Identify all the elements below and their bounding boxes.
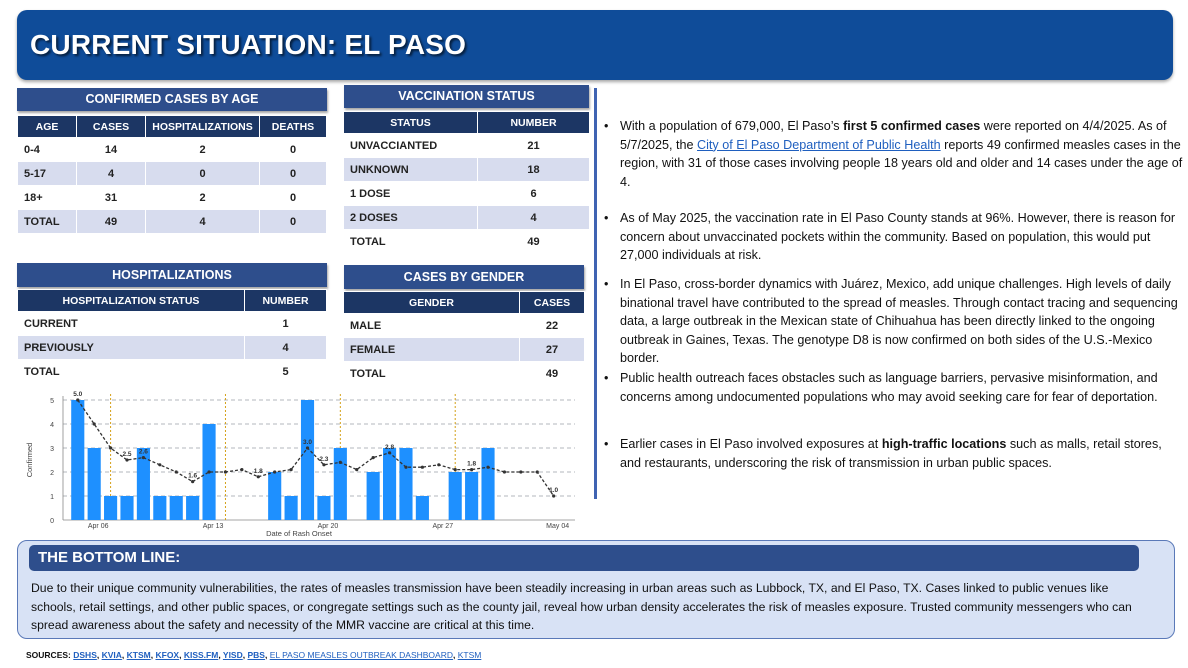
table-row: [344, 362, 585, 386]
column-header: HOSPITALIZATION STATUS: [18, 290, 245, 312]
table-cell: UNKNOWN: [344, 158, 478, 182]
bullet-outreach: • Public health outreach faces obstacles such as language barriers, pervasive misinformation, and concerns among undocumented populations who may avoid seeking care for fear of deportation.: [604, 371, 1158, 404]
case-bar: [268, 472, 281, 520]
y-tick-label: 4: [50, 422, 54, 429]
data-label: 1.8: [467, 460, 477, 468]
average-point: [273, 470, 276, 473]
column-header: HOSPITALIZATIONS: [146, 116, 260, 138]
case-bar: [416, 496, 429, 520]
y-axis-title: Confirmed: [25, 442, 34, 478]
source-link-dshs[interactable]: DSHS: [73, 650, 97, 660]
table-cell: 2: [146, 138, 260, 162]
table-cell: TOTAL: [18, 360, 245, 384]
case-bar: [88, 448, 101, 520]
case-bar: [367, 472, 380, 520]
average-point: [503, 470, 506, 473]
table-row: [18, 360, 327, 384]
table-row: [344, 338, 585, 362]
epi-curve-chart: [17, 386, 582, 538]
table-cell: 49: [77, 210, 146, 234]
table-cell: 4: [146, 210, 260, 234]
sources-label: SOURCES:: [26, 650, 71, 660]
table-cell: 0: [146, 162, 260, 186]
source-link-kfox[interactable]: KFOX: [155, 650, 180, 660]
average-point: [404, 466, 407, 469]
average-point: [486, 466, 489, 469]
table-cell: 4: [77, 162, 146, 186]
table-cell: FEMALE: [344, 338, 520, 362]
bullet-dot-icon: •: [604, 211, 609, 225]
case-bar: [383, 448, 396, 520]
table-cell: TOTAL: [344, 230, 478, 254]
average-point: [240, 468, 243, 471]
table-row: [344, 182, 590, 206]
table-cell: 1: [245, 312, 327, 336]
bullet-vaccination-rate: • As of May 2025, the vaccination rate in El Paso County stands at 96%. However, there is reason for concern about unvaccinated pockets within the community. Based on population, this would put 27,000 individuals at risk.: [604, 211, 1176, 262]
average-point: [536, 470, 539, 473]
y-tick-label: 0: [50, 518, 54, 525]
column-header: CASES: [77, 116, 146, 138]
data-label: 2.3: [319, 455, 329, 463]
table-row: [344, 314, 585, 338]
table-row: [344, 230, 590, 254]
average-point: [125, 458, 128, 461]
table-row: [344, 206, 590, 230]
table-cell: CURRENT: [18, 312, 245, 336]
table-cell: 4: [245, 336, 327, 360]
table-cell: 0: [260, 186, 327, 210]
bottom-line-text: Due to their unique community vulnerabilities, the rates of measles transmission have been steadily increasing in urban areas such as Lubbock, TX, and El Paso, TX. Cases linked to public venues like schools, retail settings, and other public spaces, or congregate settings such as the county jail, reveal how urban density accelerates the risk of measles exposure. Trusted community messengers who can spread awareness about the safety and necessity of the MMR vaccine are critical at this time.: [31, 581, 1132, 632]
average-point: [355, 468, 358, 471]
average-point: [175, 470, 178, 473]
average-point: [519, 470, 522, 473]
table-cell: 0-4: [18, 138, 77, 162]
sources-line: SOURCES: DSHS, KVIA, KTSM, KFOX, KISS.FM, YISD, PBS, EL PASO MEASLES OUTBREAK DASHBOARD, KTSM: [26, 650, 482, 660]
public-health-link[interactable]: City of El Paso Department of Public Health: [697, 137, 941, 152]
data-label: 3.0: [302, 439, 313, 446]
average-point: [76, 398, 79, 401]
bullet-dot-icon: •: [604, 277, 609, 291]
table-row: [18, 312, 327, 336]
page-title: CURRENT SITUATION: EL PASO: [30, 29, 467, 60]
header-banner: [17, 10, 1173, 80]
vaccination-table-title: VACCINATION STATUS: [344, 85, 589, 108]
vaccination-table: [343, 111, 590, 254]
source-link-pbs[interactable]: PBS: [247, 650, 265, 660]
case-bar: [285, 496, 298, 520]
y-tick-label: 1: [50, 494, 54, 501]
case-bar: [120, 496, 133, 520]
age-table-title: CONFIRMED CASES BY AGE: [17, 88, 327, 111]
table-cell: 5-17: [18, 162, 77, 186]
column-header: AGE: [18, 116, 77, 138]
gender-table: [343, 291, 585, 386]
table-cell: 5: [245, 360, 327, 384]
average-point: [257, 475, 260, 478]
table-cell: 27: [520, 338, 585, 362]
average-point: [191, 480, 194, 483]
data-label: 2.5: [122, 451, 132, 458]
age-table: [17, 115, 327, 234]
bullet-dot-icon: •: [604, 437, 609, 451]
table-cell: 18: [478, 158, 590, 182]
bullet-exposures: • Earlier cases in El Paso involved exposures at high-traffic locations such as malls, retail stores, and restaurants, underscoring the risk of transmission in urban public spaces.: [604, 437, 1162, 470]
table-cell: 22: [520, 314, 585, 338]
table-cell: 14: [77, 138, 146, 162]
column-header: CASES: [520, 292, 585, 314]
source-link-kvia[interactable]: KVIA: [101, 650, 122, 660]
average-point: [207, 470, 210, 473]
x-tick-label: Apr 27: [432, 523, 454, 530]
data-label: 1.8: [253, 467, 263, 475]
bullet-dot-icon: •: [604, 119, 609, 133]
table-cell: TOTAL: [18, 210, 77, 234]
y-tick-label: 2: [50, 470, 54, 477]
source-link-yisd[interactable]: YISD: [222, 650, 243, 660]
average-point: [322, 463, 325, 466]
x-tick-label: Apr 20: [317, 523, 339, 530]
column-header: GENDER: [344, 292, 520, 314]
table-cell: 21: [478, 134, 590, 158]
table-cell: 31: [77, 186, 146, 210]
average-point: [470, 468, 473, 471]
hospitalizations-table: [17, 289, 327, 384]
table-row: [344, 158, 590, 182]
case-bar: [104, 496, 117, 520]
data-label: 2.6: [138, 448, 148, 456]
average-point: [421, 466, 424, 469]
gender-table-title: CASES BY GENDER: [344, 265, 584, 289]
table-cell: PREVIOUSLY: [18, 336, 245, 360]
table-cell: 1 DOSE: [344, 182, 478, 206]
source-link-dashboard[interactable]: EL PASO MEASLES OUTBREAK DASHBOARD: [269, 650, 453, 660]
table-cell: 49: [478, 230, 590, 254]
column-divider: [594, 88, 597, 499]
column-header: DEATHS: [260, 116, 327, 138]
source-link-kissfm[interactable]: KISS.FM: [183, 650, 219, 660]
average-point: [339, 461, 342, 464]
average-point: [454, 468, 457, 471]
data-label: 1.0: [549, 487, 559, 494]
average-point: [437, 463, 440, 466]
x-axis-title: Date of Rash Onset: [266, 529, 332, 538]
table-row: [18, 210, 327, 234]
y-tick-label: 5: [50, 398, 54, 405]
bullet-dot-icon: •: [604, 371, 609, 385]
case-bar: [399, 448, 412, 520]
data-label: 5.0: [73, 391, 83, 398]
average-point: [388, 451, 391, 454]
average-point: [224, 470, 227, 473]
case-bar: [317, 496, 330, 520]
table-cell: 0: [260, 162, 327, 186]
case-bar: [153, 496, 166, 520]
case-bar: [465, 472, 478, 520]
table-row: [18, 186, 327, 210]
table-cell: 4: [478, 206, 590, 230]
case-bar: [170, 496, 183, 520]
table-cell: 6: [478, 182, 590, 206]
y-tick-label: 3: [50, 446, 54, 453]
average-point: [552, 494, 555, 497]
data-label: 1.6: [188, 472, 198, 480]
case-bar: [71, 400, 84, 520]
table-cell: TOTAL: [344, 362, 520, 386]
table-cell: UNVACCIANTED: [344, 134, 478, 158]
table-row: [18, 336, 327, 360]
source-link-ktsm-2[interactable]: KTSM: [457, 650, 482, 660]
average-point: [306, 446, 309, 449]
bullet-population: • With a population of 679,000, El Paso’s first 5 confirmed cases were reported on 4/4/2025. As of 5/7/2025, the City of El Paso Department of Public Health reports 49 confirmed measles cases in the region, with 31 of those cases involving people 18 years old and older and 14 cases under the age of 4.: [604, 119, 1183, 189]
average-point: [290, 468, 293, 471]
bullet-cross-border: • In El Paso, cross-border dynamics with Juárez, Mexico, add unique challenges. High levels of daily binational travel have contributed to the spread of measles. Through contact tracing and sequencing data, a large outbreak in the Mexican state of Chihuahua has been directly linked to the ongoing outbreak in Gaines, Texas. The genotype D8 is now confirmed on both sides of the U.S.-Mexico border.: [604, 277, 1178, 365]
table-row: [18, 162, 327, 186]
table-cell: 0: [260, 210, 327, 234]
table-cell: MALE: [344, 314, 520, 338]
x-tick-label: Apr 13: [202, 523, 224, 530]
x-tick-label: Apr 06: [87, 523, 109, 530]
column-header: NUMBER: [245, 290, 327, 312]
average-point: [93, 422, 96, 425]
table-cell: 49: [520, 362, 585, 386]
source-link-ktsm[interactable]: KTSM: [126, 650, 151, 660]
case-bar: [449, 472, 462, 520]
column-header: STATUS: [344, 112, 478, 134]
column-header: NUMBER: [478, 112, 590, 134]
hospitalizations-table-title: HOSPITALIZATIONS: [17, 263, 327, 287]
average-point: [142, 456, 145, 459]
data-label: 2.8: [385, 443, 395, 451]
table-row: [18, 138, 327, 162]
table-cell: 18+: [18, 186, 77, 210]
table-cell: 2 DOSES: [344, 206, 478, 230]
case-bar: [334, 448, 347, 520]
table-row: [344, 134, 590, 158]
table-cell: 0: [260, 138, 327, 162]
average-point: [372, 456, 375, 459]
bottom-line-title: THE BOTTOM LINE:: [29, 545, 1139, 571]
case-bar: [481, 448, 494, 520]
x-tick-label: May 04: [546, 523, 570, 530]
case-bar: [186, 496, 199, 520]
table-cell: 2: [146, 186, 260, 210]
case-bar: [301, 400, 314, 520]
average-point: [109, 446, 112, 449]
average-point: [158, 463, 161, 466]
